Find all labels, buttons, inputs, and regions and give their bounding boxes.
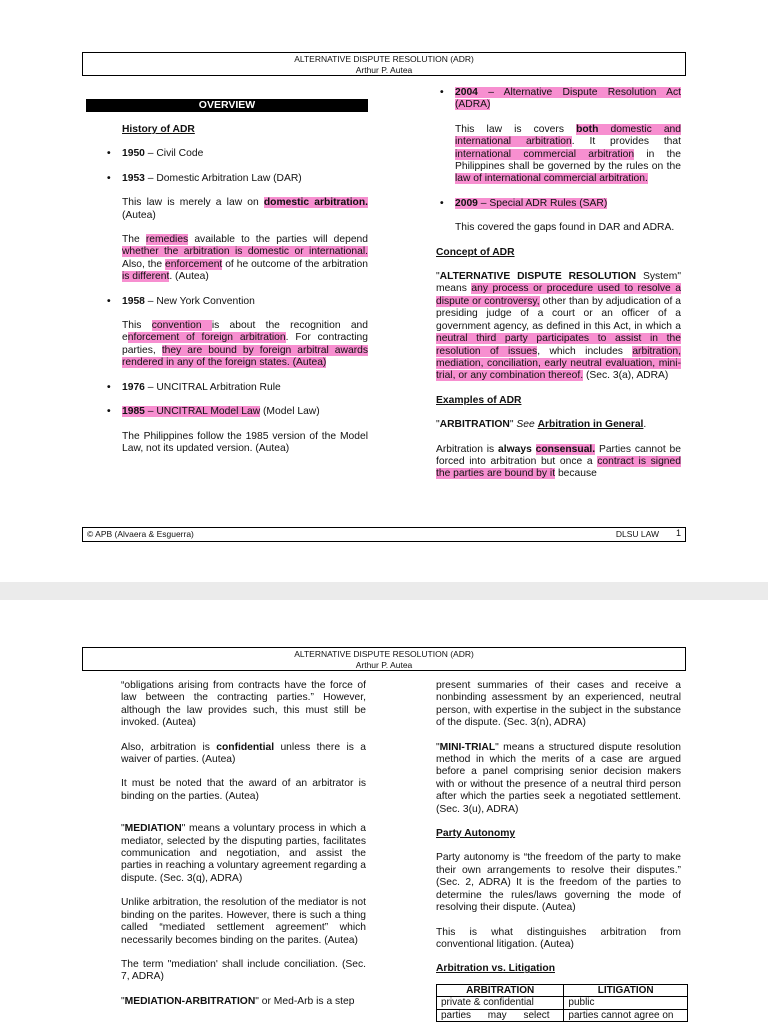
distinguishes-paragraph: This is what distinguishes arbitration from conventional litigation. (Autea)	[436, 926, 681, 950]
comparison-table	[436, 984, 688, 1023]
concept-paragraph: "ALTERNATIVE DISPUTE RESOLUTION System" means any process or procedure used to resolve a dispute or controversy, other than by adjudication of a presiding judge of a court or an officer of a government agency, as defined in this Act, in which a neutral third party participates to assist in the resolution of issues, which includes arbitration, mediation, conciliation, early neutral evaluation, mini-trial, or any combination thereof. (Sec. 3(a), ADRA)	[436, 271, 681, 382]
header-author: Arthur P. Autea	[355, 64, 413, 75]
footer-copyright: © APB (Alvaera & Esguerra)	[87, 529, 194, 539]
award-paragraph: It must be noted that the award of an arbitrator is binding on the parties. (Autea)	[121, 778, 366, 802]
page-2	[0, 600, 768, 1024]
table-row	[437, 997, 688, 1010]
mini-trial-paragraph: "MINI-TRIAL" means a structured dispute resolution method in which the merits of a case are argued before a panel comprising senior decision makers with or without the presence of a neutral third person after which the parties seek a negotiated settlement. (Sec. 3(u), ADRA)	[436, 741, 681, 815]
list-item-1953: • 1953 – Domestic Arbitration Law (DAR)	[103, 173, 368, 185]
concept-heading: Concept of ADR	[436, 246, 515, 258]
table-cell: parties may select	[437, 1009, 564, 1022]
page-header	[82, 647, 686, 671]
table-header-cell: LITIGATION	[564, 984, 688, 997]
table-cell: public	[564, 997, 688, 1010]
confidential-paragraph: Also, arbitration is confidential unless there is a waiver of parties. (Autea)	[121, 741, 367, 766]
list-item-1985: • 1985 – UNCITRAL Model Law (Model Law)	[103, 406, 368, 418]
page-number: 1	[676, 528, 682, 538]
arb-vs-lit-heading: Arbitration vs. Litigation	[436, 963, 555, 975]
table-header-row	[437, 984, 688, 997]
list-item-1976: • 1976 – UNCITRAL Arbitration Rule	[103, 382, 368, 394]
list-item-2009: • 2009 – Special ADR Rules (SAR)	[436, 198, 681, 210]
adra-paragraph: This law is covers both domestic and international arbitration. It provides that international commercial arbitration in the Philippines shall be governed by the rules on the law of international commercial arbitration.	[455, 123, 681, 185]
obligations-paragraph: “obligations arising from contracts have the force of law between the contracting parties.” However, although the law provides such, this must still be invoked. (Autea)	[121, 680, 366, 729]
convention-paragraph: This convention is about the recognition and enforcement of foreign arbitration. For contracting parties, they are bound by foreign arbitral awards rendered in any of the foreign states. (Autea)	[122, 320, 368, 369]
examples-heading: Examples of ADR	[436, 394, 522, 406]
arbitration-see-line: "ARBITRATION" See Arbitration in General.	[436, 419, 647, 431]
list-item-1958: • 1958 – New York Convention	[103, 296, 368, 308]
sar-paragraph: This covered the gaps found in DAR and ADRA.	[455, 222, 675, 234]
page-header	[82, 52, 686, 76]
footer-school: DLSU LAW	[615, 529, 659, 539]
left-column	[86, 99, 368, 467]
header-title: ALTERNATIVE DISPUTE RESOLUTION (ADR)	[294, 649, 474, 659]
left-column	[121, 680, 366, 1020]
party-autonomy-heading: Party Autonomy	[436, 828, 516, 840]
list-item-2004: • 2004 – Alternative Dispute Resolution Act (ADRA)	[436, 87, 681, 112]
table-cell: private & confidential	[437, 997, 564, 1010]
unlike-paragraph: Unlike arbitration, the resolution of the mediator is not binding on the parites. However, there is such a thing called “mediated settlement agreement” which necessarily becomes binding on the parites. (Autea)	[121, 897, 366, 946]
model-law-paragraph: The Philippines follow the 1985 version of the Model Law, not its updated version. (Autea)	[122, 430, 368, 454]
overview-banner: OVERVIEW	[86, 99, 368, 112]
consensual-paragraph: Arbitration is always consensual. Parties cannot be forced into arbitration but once a contract is signed the parties are bound by it because	[436, 443, 682, 480]
header-author: Arthur P. Autea	[355, 659, 413, 670]
autonomy-paragraph: Party autonomy is “the freedom of the party to make their own arrangements to resolve their disputes.” (Sec. 2, ADRA) It is the freedom of the parties to determine the rules/laws governing the mode of resolving their dispute. (Autea)	[436, 852, 681, 914]
page-footer	[82, 527, 686, 542]
dar-paragraph: This law is merely a law on domestic arbitration. (Autea)	[122, 197, 369, 221]
med-arb-paragraph: "MEDIATION-ARBITRATION" or Med-Arb is a step	[121, 995, 355, 1007]
right-column	[436, 87, 681, 493]
right-column	[436, 680, 681, 1022]
term-paragraph: The term "mediation' shall include conciliation. (Sec. 7, ADRA)	[121, 958, 366, 983]
history-heading: History of ADR	[122, 124, 195, 135]
header-title: ALTERNATIVE DISPUTE RESOLUTION (ADR)	[294, 54, 474, 64]
list-item-1950: • 1950 – Civil Code	[103, 148, 368, 160]
table-header-cell: ARBITRATION	[437, 984, 564, 997]
table-row	[437, 1009, 688, 1022]
table-cell: parties cannot agree on	[564, 1009, 688, 1022]
remedies-paragraph: The remedies available to the parties will depend whether the arbitration is domestic or international. Also, the enforcement of he outcome of the arbitration is different. (Autea)	[122, 234, 369, 283]
present-paragraph: present summaries of their cases and receive a nonbinding assessment by an experienced, neutral person, with expertise in the subject in the substance of the dispute. (Sec. 3(n), ADRA)	[436, 680, 681, 729]
mediation-paragraph: "MEDIATION" means a voluntary process in which a mediator, selected by the disputing parties, facilitates communication and negotiation, and assist the parties in reaching a voluntary agreement regarding a dispute. (Sec. 3(q), ADRA)	[121, 823, 366, 884]
